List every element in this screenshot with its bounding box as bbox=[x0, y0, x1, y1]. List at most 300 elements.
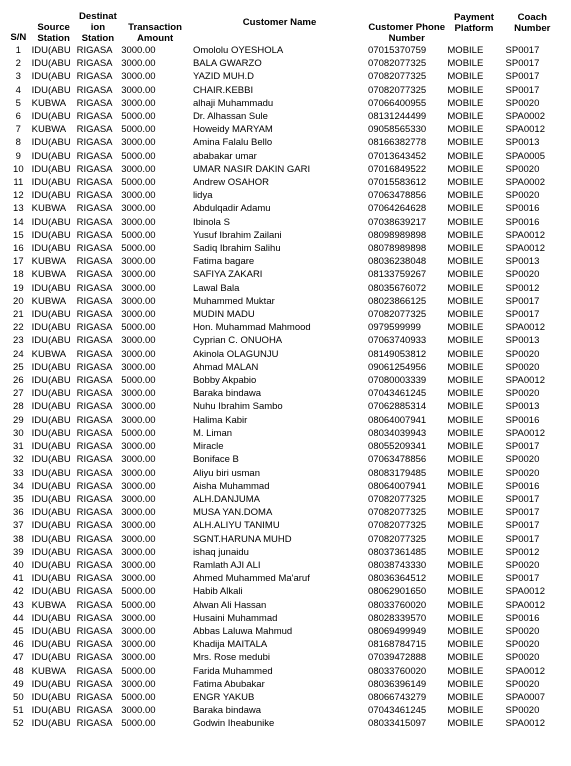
cell-phone: 09058565330 bbox=[368, 124, 427, 136]
cell-destination-station: RIGASA bbox=[76, 282, 113, 294]
cell-source-station: KUBWA bbox=[31, 203, 67, 215]
cell-destination-station: RIGASA bbox=[76, 295, 113, 307]
cell-destination-station: RIGASA bbox=[76, 678, 113, 690]
cell-sn: 41 bbox=[13, 573, 24, 585]
cell-coach-number: SPA0012 bbox=[505, 229, 545, 241]
table-row bbox=[6, 295, 562, 308]
cell-customer-name: ENGR YAKUB bbox=[192, 691, 255, 703]
cell-destination-station: RIGASA bbox=[76, 520, 113, 532]
cell-source-station: IDU(ABU bbox=[31, 375, 71, 387]
header-source-station: Source Station bbox=[37, 22, 70, 44]
cell-coach-number: SP0020 bbox=[505, 467, 540, 479]
table-row bbox=[6, 704, 562, 717]
cell-destination-station: RIGASA bbox=[76, 45, 113, 56]
cell-sn: 47 bbox=[13, 652, 24, 664]
cell-destination-station: RIGASA bbox=[76, 599, 113, 611]
cell-source-station: IDU(ABU bbox=[31, 691, 71, 703]
table-row bbox=[6, 453, 562, 466]
table-row bbox=[6, 57, 562, 70]
cell-customer-name: Habib Alkali bbox=[192, 586, 243, 598]
cell-destination-station: RIGASA bbox=[76, 163, 113, 175]
cell-coach-number: SPA0005 bbox=[505, 150, 545, 162]
cell-payment-platform: MOBILE bbox=[447, 533, 484, 545]
cell-payment-platform: MOBILE bbox=[447, 454, 484, 466]
cell-amount: 5000.00 bbox=[121, 586, 156, 598]
cell-source-station: KUBWA bbox=[31, 599, 67, 611]
cell-sn: 28 bbox=[13, 401, 24, 413]
cell-customer-name: YAZID MUH.D bbox=[192, 71, 254, 83]
cell-sn: 8 bbox=[15, 137, 21, 149]
table-row bbox=[6, 361, 562, 374]
cell-destination-station: RIGASA bbox=[76, 84, 113, 96]
cell-payment-platform: MOBILE bbox=[447, 309, 484, 321]
cell-coach-number: SPA0007 bbox=[505, 691, 545, 703]
cell-phone: 08083179485 bbox=[368, 467, 427, 479]
cell-customer-name: Hon. Muhammad Mahmood bbox=[192, 322, 311, 334]
table-row bbox=[6, 255, 562, 268]
cell-source-station: IDU(ABU bbox=[31, 150, 71, 162]
table-row bbox=[6, 427, 562, 440]
cell-phone: 07063740933 bbox=[368, 335, 427, 347]
table-row bbox=[6, 308, 562, 321]
cell-destination-station: RIGASA bbox=[76, 71, 113, 83]
table-row bbox=[6, 97, 562, 110]
table-row bbox=[6, 493, 562, 506]
cell-sn: 34 bbox=[13, 480, 24, 492]
cell-customer-name: ishaq junaidu bbox=[192, 546, 249, 558]
cell-customer-name: ALH.DANJUMA bbox=[192, 493, 260, 505]
cell-customer-name: alhaji Muhammadu bbox=[192, 97, 274, 109]
cell-customer-name: lidya bbox=[192, 190, 213, 202]
cell-payment-platform: MOBILE bbox=[447, 507, 484, 519]
cell-amount: 5000.00 bbox=[121, 665, 156, 677]
cell-phone: 08023866125 bbox=[368, 295, 427, 307]
cell-customer-name: Bobby Akpabio bbox=[192, 375, 257, 387]
cell-phone: 09061254956 bbox=[368, 361, 427, 373]
table-row bbox=[6, 334, 562, 347]
cell-source-station: KUBWA bbox=[31, 97, 67, 109]
cell-payment-platform: MOBILE bbox=[447, 401, 484, 413]
cell-payment-platform: MOBILE bbox=[447, 361, 484, 373]
cell-amount: 3000.00 bbox=[121, 256, 156, 268]
cell-payment-platform: MOBILE bbox=[447, 150, 484, 162]
cell-coach-number: SP0017 bbox=[505, 533, 540, 545]
cell-destination-station: RIGASA bbox=[76, 124, 113, 136]
cell-sn: 13 bbox=[13, 203, 24, 215]
table-row bbox=[6, 612, 562, 625]
cell-payment-platform: MOBILE bbox=[447, 414, 484, 426]
cell-destination-station: RIGASA bbox=[76, 348, 113, 360]
cell-phone: 08038743330 bbox=[368, 559, 427, 571]
cell-destination-station: RIGASA bbox=[76, 401, 113, 413]
cell-sn: 25 bbox=[13, 361, 24, 373]
cell-payment-platform: MOBILE bbox=[447, 203, 484, 215]
cell-source-station: IDU(ABU bbox=[31, 520, 71, 532]
header-row bbox=[6, 1, 562, 44]
table-row bbox=[6, 651, 562, 664]
cell-phone: 07082077325 bbox=[368, 533, 427, 545]
cell-destination-station: RIGASA bbox=[76, 58, 113, 70]
cell-amount: 3000.00 bbox=[121, 493, 156, 505]
cell-payment-platform: MOBILE bbox=[447, 665, 484, 677]
cell-customer-name: Akinola OLAGUNJU bbox=[192, 348, 279, 360]
cell-customer-name: BALA GWARZO bbox=[192, 58, 262, 70]
cell-amount: 5000.00 bbox=[121, 691, 156, 703]
cell-coach-number: SP0020 bbox=[505, 163, 540, 175]
cell-payment-platform: MOBILE bbox=[447, 441, 484, 453]
cell-customer-name: SAFIYA ZAKARI bbox=[192, 269, 263, 281]
table-row bbox=[6, 374, 562, 387]
cell-coach-number: SP0017 bbox=[505, 71, 540, 83]
cell-phone: 08133759267 bbox=[368, 269, 427, 281]
cell-amount: 3000.00 bbox=[121, 335, 156, 347]
cell-destination-station: RIGASA bbox=[76, 335, 113, 347]
cell-coach-number: SP0020 bbox=[505, 348, 540, 360]
cell-source-station: IDU(ABU bbox=[31, 493, 71, 505]
cell-phone: 0979599999 bbox=[368, 322, 421, 334]
cell-coach-number: SP0020 bbox=[505, 639, 540, 651]
cell-customer-name: UMAR NASIR DAKIN GARI bbox=[192, 163, 311, 175]
cell-payment-platform: MOBILE bbox=[447, 480, 484, 492]
cell-amount: 3000.00 bbox=[121, 71, 156, 83]
cell-coach-number: SP0013 bbox=[505, 401, 540, 413]
cell-source-station: IDU(ABU bbox=[31, 573, 71, 585]
cell-payment-platform: MOBILE bbox=[447, 177, 484, 189]
cell-phone: 08036238048 bbox=[368, 256, 427, 268]
cell-sn: 22 bbox=[13, 322, 24, 334]
cell-phone: 07082077325 bbox=[368, 520, 427, 532]
cell-amount: 3000.00 bbox=[121, 546, 156, 558]
cell-customer-name: Farida Muhammed bbox=[192, 665, 273, 677]
cell-coach-number: SP0016 bbox=[505, 414, 540, 426]
cell-sn: 9 bbox=[15, 150, 21, 162]
cell-phone: 08055209341 bbox=[368, 441, 427, 453]
cell-payment-platform: MOBILE bbox=[447, 243, 484, 255]
cell-phone: 08036364512 bbox=[368, 573, 427, 585]
cell-customer-name: M. Liman bbox=[192, 427, 233, 439]
cell-source-station: IDU(ABU bbox=[31, 441, 71, 453]
cell-amount: 3000.00 bbox=[121, 573, 156, 585]
cell-coach-number: SP0020 bbox=[505, 705, 540, 717]
cell-amount: 3000.00 bbox=[121, 203, 156, 215]
cell-sn: 40 bbox=[13, 559, 24, 571]
cell-customer-name: Husaini Muhammad bbox=[192, 612, 278, 624]
cell-coach-number: SP0017 bbox=[505, 507, 540, 519]
cell-coach-number: SPA0012 bbox=[505, 427, 545, 439]
cell-source-station: IDU(ABU bbox=[31, 84, 71, 96]
table-row bbox=[6, 321, 562, 334]
cell-destination-station: RIGASA bbox=[76, 705, 113, 717]
cell-payment-platform: MOBILE bbox=[447, 295, 484, 307]
header-customer-phone: Customer Phone Number bbox=[368, 22, 446, 44]
cell-amount: 5000.00 bbox=[121, 243, 156, 255]
cell-coach-number: SP0017 bbox=[505, 58, 540, 70]
cell-payment-platform: MOBILE bbox=[447, 427, 484, 439]
cell-source-station: IDU(ABU bbox=[31, 467, 71, 479]
cell-destination-station: RIGASA bbox=[76, 718, 113, 730]
cell-phone: 07062885314 bbox=[368, 401, 427, 413]
table-row bbox=[6, 110, 562, 123]
cell-coach-number: SP0020 bbox=[505, 625, 540, 637]
cell-source-station: IDU(ABU bbox=[31, 137, 71, 149]
cell-customer-name: Miracle bbox=[192, 441, 224, 453]
cell-source-station: IDU(ABU bbox=[31, 388, 71, 400]
cell-source-station: IDU(ABU bbox=[31, 480, 71, 492]
cell-source-station: KUBWA bbox=[31, 124, 67, 136]
table-row bbox=[6, 559, 562, 572]
cell-amount: 3000.00 bbox=[121, 97, 156, 109]
cell-sn: 16 bbox=[13, 243, 24, 255]
cell-destination-station: RIGASA bbox=[76, 309, 113, 321]
cell-sn: 11 bbox=[13, 177, 24, 189]
cell-coach-number: SP0013 bbox=[505, 256, 540, 268]
header-destination-station: Destinat ion Station bbox=[78, 11, 117, 44]
cell-sn: 6 bbox=[15, 111, 21, 123]
cell-sn: 18 bbox=[13, 269, 24, 281]
cell-coach-number: SP0017 bbox=[505, 45, 540, 56]
table-body bbox=[6, 44, 562, 731]
cell-coach-number: SPA0012 bbox=[505, 586, 545, 598]
cell-payment-platform: MOBILE bbox=[447, 586, 484, 598]
cell-amount: 5000.00 bbox=[121, 229, 156, 241]
cell-payment-platform: MOBILE bbox=[447, 190, 484, 202]
cell-phone: 07039472888 bbox=[368, 652, 427, 664]
cell-phone: 08064007941 bbox=[368, 414, 427, 426]
cell-payment-platform: MOBILE bbox=[447, 216, 484, 228]
cell-sn: 10 bbox=[13, 163, 24, 175]
cell-phone: 07063478856 bbox=[368, 454, 427, 466]
cell-amount: 3000.00 bbox=[121, 625, 156, 637]
cell-destination-station: RIGASA bbox=[76, 612, 113, 624]
cell-sn: 37 bbox=[13, 520, 24, 532]
cell-customer-name: Aisha Muhammad bbox=[192, 480, 270, 492]
table-row bbox=[6, 440, 562, 453]
cell-sn: 44 bbox=[13, 612, 24, 624]
cell-source-station: IDU(ABU bbox=[31, 401, 71, 413]
cell-payment-platform: MOBILE bbox=[447, 520, 484, 532]
cell-customer-name: Alwan Ali Hassan bbox=[192, 599, 267, 611]
cell-coach-number: SP0017 bbox=[505, 573, 540, 585]
cell-phone: 07082077325 bbox=[368, 71, 427, 83]
cell-sn: 32 bbox=[13, 454, 24, 466]
cell-coach-number: SP0020 bbox=[505, 190, 540, 202]
cell-phone: 07043461245 bbox=[368, 388, 427, 400]
cell-payment-platform: MOBILE bbox=[447, 322, 484, 334]
cell-phone: 08168784715 bbox=[368, 639, 427, 651]
cell-sn: 48 bbox=[13, 665, 24, 677]
table-row bbox=[6, 585, 562, 598]
cell-sn: 3 bbox=[15, 71, 21, 83]
cell-destination-station: RIGASA bbox=[76, 493, 113, 505]
cell-phone: 08033760020 bbox=[368, 665, 427, 677]
cell-sn: 5 bbox=[15, 97, 21, 109]
cell-phone: 07080003339 bbox=[368, 375, 427, 387]
cell-amount: 3000.00 bbox=[121, 58, 156, 70]
cell-source-station: IDU(ABU bbox=[31, 163, 71, 175]
cell-payment-platform: MOBILE bbox=[447, 625, 484, 637]
cell-destination-station: RIGASA bbox=[76, 375, 113, 387]
cell-sn: 45 bbox=[13, 625, 24, 637]
cell-coach-number: SP0016 bbox=[505, 612, 540, 624]
cell-customer-name: Omololu OYESHOLA bbox=[192, 45, 284, 56]
table-row bbox=[6, 519, 562, 532]
cell-coach-number: SP0017 bbox=[505, 84, 540, 96]
cell-sn: 15 bbox=[13, 229, 24, 241]
cell-payment-platform: MOBILE bbox=[447, 559, 484, 571]
table-row bbox=[6, 282, 562, 295]
cell-coach-number: SP0017 bbox=[505, 493, 540, 505]
table-row bbox=[6, 717, 562, 730]
cell-amount: 3000.00 bbox=[121, 137, 156, 149]
cell-customer-name: Ibinola S bbox=[192, 216, 230, 228]
cell-source-station: IDU(ABU bbox=[31, 177, 71, 189]
cell-sn: 31 bbox=[13, 441, 24, 453]
cell-sn: 42 bbox=[13, 586, 24, 598]
cell-sn: 19 bbox=[13, 282, 24, 294]
cell-phone: 08036396149 bbox=[368, 678, 427, 690]
cell-amount: 3000.00 bbox=[121, 559, 156, 571]
cell-source-station: IDU(ABU bbox=[31, 559, 71, 571]
cell-source-station: IDU(ABU bbox=[31, 229, 71, 241]
cell-amount: 5000.00 bbox=[121, 599, 156, 611]
cell-source-station: IDU(ABU bbox=[31, 678, 71, 690]
cell-destination-station: RIGASA bbox=[76, 269, 113, 281]
cell-customer-name: Boniface B bbox=[192, 454, 239, 466]
cell-customer-name: Amina Falalu Bello bbox=[192, 137, 273, 149]
cell-source-station: IDU(ABU bbox=[31, 427, 71, 439]
cell-customer-name: Sadiq Ibrahim Salihu bbox=[192, 243, 281, 255]
table-row bbox=[6, 480, 562, 493]
cell-coach-number: SPA0012 bbox=[505, 322, 545, 334]
cell-phone: 08037361485 bbox=[368, 546, 427, 558]
cell-phone: 07015583612 bbox=[368, 177, 427, 189]
cell-customer-name: Cyprian C. ONUOHA bbox=[192, 335, 283, 347]
cell-sn: 2 bbox=[15, 58, 21, 70]
cell-customer-name: Muhammed Muktar bbox=[192, 295, 275, 307]
cell-phone: 08035676072 bbox=[368, 282, 427, 294]
table-row bbox=[6, 599, 562, 612]
cell-coach-number: SP0013 bbox=[505, 137, 540, 149]
cell-coach-number: SP0020 bbox=[505, 454, 540, 466]
cell-customer-name: Godwin Iheabunike bbox=[192, 718, 275, 730]
table-row bbox=[6, 70, 562, 83]
cell-source-station: IDU(ABU bbox=[31, 190, 71, 202]
cell-destination-station: RIGASA bbox=[76, 414, 113, 426]
cell-destination-station: RIGASA bbox=[76, 625, 113, 637]
cell-amount: 5000.00 bbox=[121, 375, 156, 387]
cell-payment-platform: MOBILE bbox=[447, 652, 484, 664]
cell-coach-number: SP0017 bbox=[505, 441, 540, 453]
cell-amount: 5000.00 bbox=[121, 718, 156, 730]
cell-destination-station: RIGASA bbox=[76, 190, 113, 202]
cell-coach-number: SP0017 bbox=[505, 309, 540, 321]
cell-payment-platform: MOBILE bbox=[447, 335, 484, 347]
cell-destination-station: RIGASA bbox=[76, 137, 113, 149]
cell-destination-station: RIGASA bbox=[76, 480, 113, 492]
cell-payment-platform: MOBILE bbox=[447, 612, 484, 624]
table-row bbox=[6, 163, 562, 176]
cell-source-station: KUBWA bbox=[31, 269, 67, 281]
table-row bbox=[6, 189, 562, 202]
table-row bbox=[6, 414, 562, 427]
cell-coach-number: SP0012 bbox=[505, 282, 540, 294]
cell-customer-name: Halima Kabir bbox=[192, 414, 248, 426]
cell-customer-name: Fatima bagare bbox=[192, 256, 255, 268]
cell-phone: 07082077325 bbox=[368, 58, 427, 70]
cell-sn: 43 bbox=[13, 599, 24, 611]
cell-sn: 17 bbox=[13, 256, 24, 268]
cell-sn: 35 bbox=[13, 493, 24, 505]
cell-amount: 3000.00 bbox=[121, 45, 156, 56]
cell-destination-station: RIGASA bbox=[76, 361, 113, 373]
cell-sn: 14 bbox=[13, 216, 24, 228]
cell-amount: 3000.00 bbox=[121, 309, 156, 321]
cell-phone: 08064007941 bbox=[368, 480, 427, 492]
cell-source-station: IDU(ABU bbox=[31, 718, 71, 730]
cell-phone: 08062901650 bbox=[368, 586, 427, 598]
cell-source-station: IDU(ABU bbox=[31, 625, 71, 637]
cell-destination-station: RIGASA bbox=[76, 507, 113, 519]
cell-source-station: IDU(ABU bbox=[31, 58, 71, 70]
transactions-table bbox=[6, 1, 562, 731]
table-row bbox=[6, 533, 562, 546]
cell-coach-number: SP0017 bbox=[505, 295, 540, 307]
cell-payment-platform: MOBILE bbox=[447, 71, 484, 83]
cell-sn: 21 bbox=[13, 309, 24, 321]
cell-phone: 07013643452 bbox=[368, 150, 427, 162]
cell-source-station: IDU(ABU bbox=[31, 111, 71, 123]
cell-amount: 3000.00 bbox=[121, 269, 156, 281]
cell-source-station: IDU(ABU bbox=[31, 282, 71, 294]
cell-phone: 08166382778 bbox=[368, 137, 427, 149]
cell-phone: 08069499949 bbox=[368, 625, 427, 637]
cell-destination-station: RIGASA bbox=[76, 441, 113, 453]
cell-source-station: KUBWA bbox=[31, 665, 67, 677]
cell-coach-number: SPA0012 bbox=[505, 718, 545, 730]
cell-sn: 20 bbox=[13, 295, 24, 307]
cell-payment-platform: MOBILE bbox=[447, 691, 484, 703]
table-row bbox=[6, 242, 562, 255]
cell-destination-station: RIGASA bbox=[76, 97, 113, 109]
cell-amount: 3000.00 bbox=[121, 163, 156, 175]
table-row bbox=[6, 229, 562, 242]
cell-amount: 3000.00 bbox=[121, 414, 156, 426]
cell-coach-number: SPA0012 bbox=[505, 665, 545, 677]
cell-amount: 3000.00 bbox=[121, 612, 156, 624]
cell-customer-name: MUDIN MADU bbox=[192, 309, 255, 321]
cell-amount: 3000.00 bbox=[121, 652, 156, 664]
cell-coach-number: SPA0002 bbox=[505, 111, 545, 123]
cell-destination-station: RIGASA bbox=[76, 573, 113, 585]
cell-coach-number: SPA0012 bbox=[505, 243, 545, 255]
cell-payment-platform: MOBILE bbox=[447, 137, 484, 149]
cell-sn: 1 bbox=[15, 45, 21, 56]
cell-source-station: IDU(ABU bbox=[31, 612, 71, 624]
cell-source-station: IDU(ABU bbox=[31, 414, 71, 426]
cell-source-station: KUBWA bbox=[31, 256, 67, 268]
cell-amount: 3000.00 bbox=[121, 441, 156, 453]
cell-source-station: IDU(ABU bbox=[31, 652, 71, 664]
cell-source-station: IDU(ABU bbox=[31, 639, 71, 651]
cell-phone: 07082077325 bbox=[368, 84, 427, 96]
cell-phone: 07082077325 bbox=[368, 309, 427, 321]
cell-phone: 07066400955 bbox=[368, 97, 427, 109]
table-row bbox=[6, 400, 562, 413]
cell-amount: 5000.00 bbox=[121, 150, 156, 162]
cell-amount: 3000.00 bbox=[121, 190, 156, 202]
cell-payment-platform: MOBILE bbox=[447, 269, 484, 281]
cell-payment-platform: MOBILE bbox=[447, 45, 484, 56]
